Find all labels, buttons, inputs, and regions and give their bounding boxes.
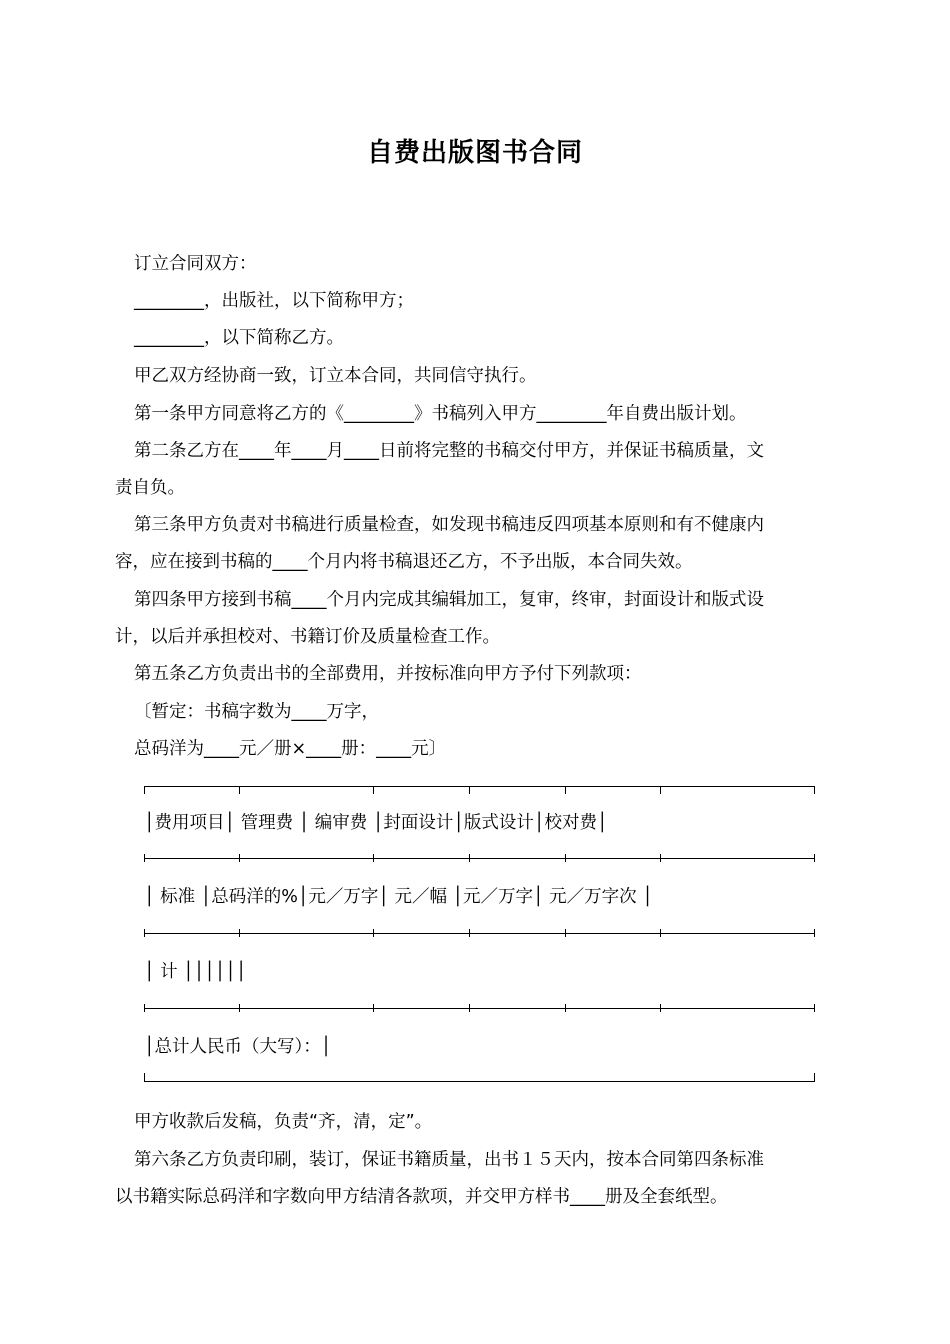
article-4-line-2: 计，以后并承担校对、书籍订价及质量检查工作。 [115, 627, 500, 647]
table-rule [144, 1008, 815, 1009]
article-1: 第一条甲方同意将乙方的《________》书稿列入甲方________年自费出版计划。 [134, 404, 747, 424]
table-tick [565, 1004, 566, 1012]
party-a-line: ________，出版社，以下简称甲方； [134, 291, 414, 311]
table-rule [144, 858, 815, 859]
table-tick [814, 1073, 815, 1081]
table-tick [144, 1073, 145, 1081]
table-tick [469, 1004, 470, 1012]
table-tick [373, 1004, 374, 1012]
article-3-line-2: 容，应在接到书稿的____个月内将书稿退还乙方，不予出版，本合同失效。 [115, 552, 693, 572]
table-tick [144, 854, 145, 862]
table-rule-bottom [144, 1081, 815, 1082]
document-title: 自费出版图书合同 [366, 138, 583, 168]
article-6-line-2: 以书籍实际总码洋和字数向甲方结清各款项，并交甲方样书____册及全套纸型。 [115, 1187, 728, 1207]
agreement-intro: 甲乙双方经协商一致，订立本合同，共同信守执行。 [134, 366, 537, 386]
table-tick [239, 929, 240, 937]
table-tick [660, 1004, 661, 1012]
table-tick [373, 854, 374, 862]
table-tick [565, 786, 566, 794]
table-row-total: │总计人民币（大写）：│ [144, 1037, 332, 1057]
word-count-line: 〔暂定：书稿字数为____万字， [134, 702, 379, 722]
table-tick [373, 929, 374, 937]
total-price-line: 总码洋为____元／册×____册：____元〕 [134, 739, 447, 759]
parties-heading: 订立合同双方： [134, 254, 257, 274]
table-row-subtotal: │ 计 ││││││ [144, 962, 247, 982]
table-tick [469, 786, 470, 794]
table-tick [144, 1004, 145, 1012]
table-tick [144, 786, 145, 794]
table-tick [565, 854, 566, 862]
table-tick [814, 1004, 815, 1012]
article-6-line-1: 第六条乙方负责印刷，装订，保证书籍质量，出书１５天内，按本合同第四条标准 [134, 1150, 764, 1170]
table-tick [660, 929, 661, 937]
table-tick [239, 854, 240, 862]
article-4-line-1: 第四条甲方接到书稿____个月内完成其编辑加工，复审，终审，封面设计和版式设 [134, 590, 764, 610]
table-tick [660, 854, 661, 862]
table-tick [814, 786, 815, 794]
table-rule-top [144, 786, 815, 787]
article-3-line-1: 第三条甲方负责对书稿进行质量检查，如发现书稿违反四项基本原则和有不健康内 [134, 515, 764, 535]
table-row-standard: │ 标准 │总码洋的%│元／万字│ 元／幅 │元／万字│ 元／万字次 │ [144, 887, 653, 907]
table-tick [144, 929, 145, 937]
table-tick [239, 786, 240, 794]
article-2-line-2: 责自负。 [115, 478, 185, 498]
table-tick [373, 786, 374, 794]
article-2-line-1: 第二条乙方在____年____月____日前将完整的书稿交付甲方，并保证书稿质量，文 [134, 441, 764, 461]
table-tick [469, 929, 470, 937]
payment-note: 甲方收款后发稿，负责“齐，清，定”。 [134, 1112, 433, 1132]
table-tick [469, 854, 470, 862]
table-rule [144, 933, 815, 934]
table-tick [814, 929, 815, 937]
table-tick [660, 786, 661, 794]
table-tick [239, 1004, 240, 1012]
table-tick [565, 929, 566, 937]
table-row-header: │费用项目│ 管理费 │ 编审费 │封面设计│版式设计│校对费│ [144, 813, 608, 833]
party-b-line: ________，以下简称乙方。 [134, 328, 344, 348]
article-5: 第五条乙方负责出书的全部费用，并按标准向甲方予付下列款项： [134, 664, 642, 684]
table-tick [814, 854, 815, 862]
